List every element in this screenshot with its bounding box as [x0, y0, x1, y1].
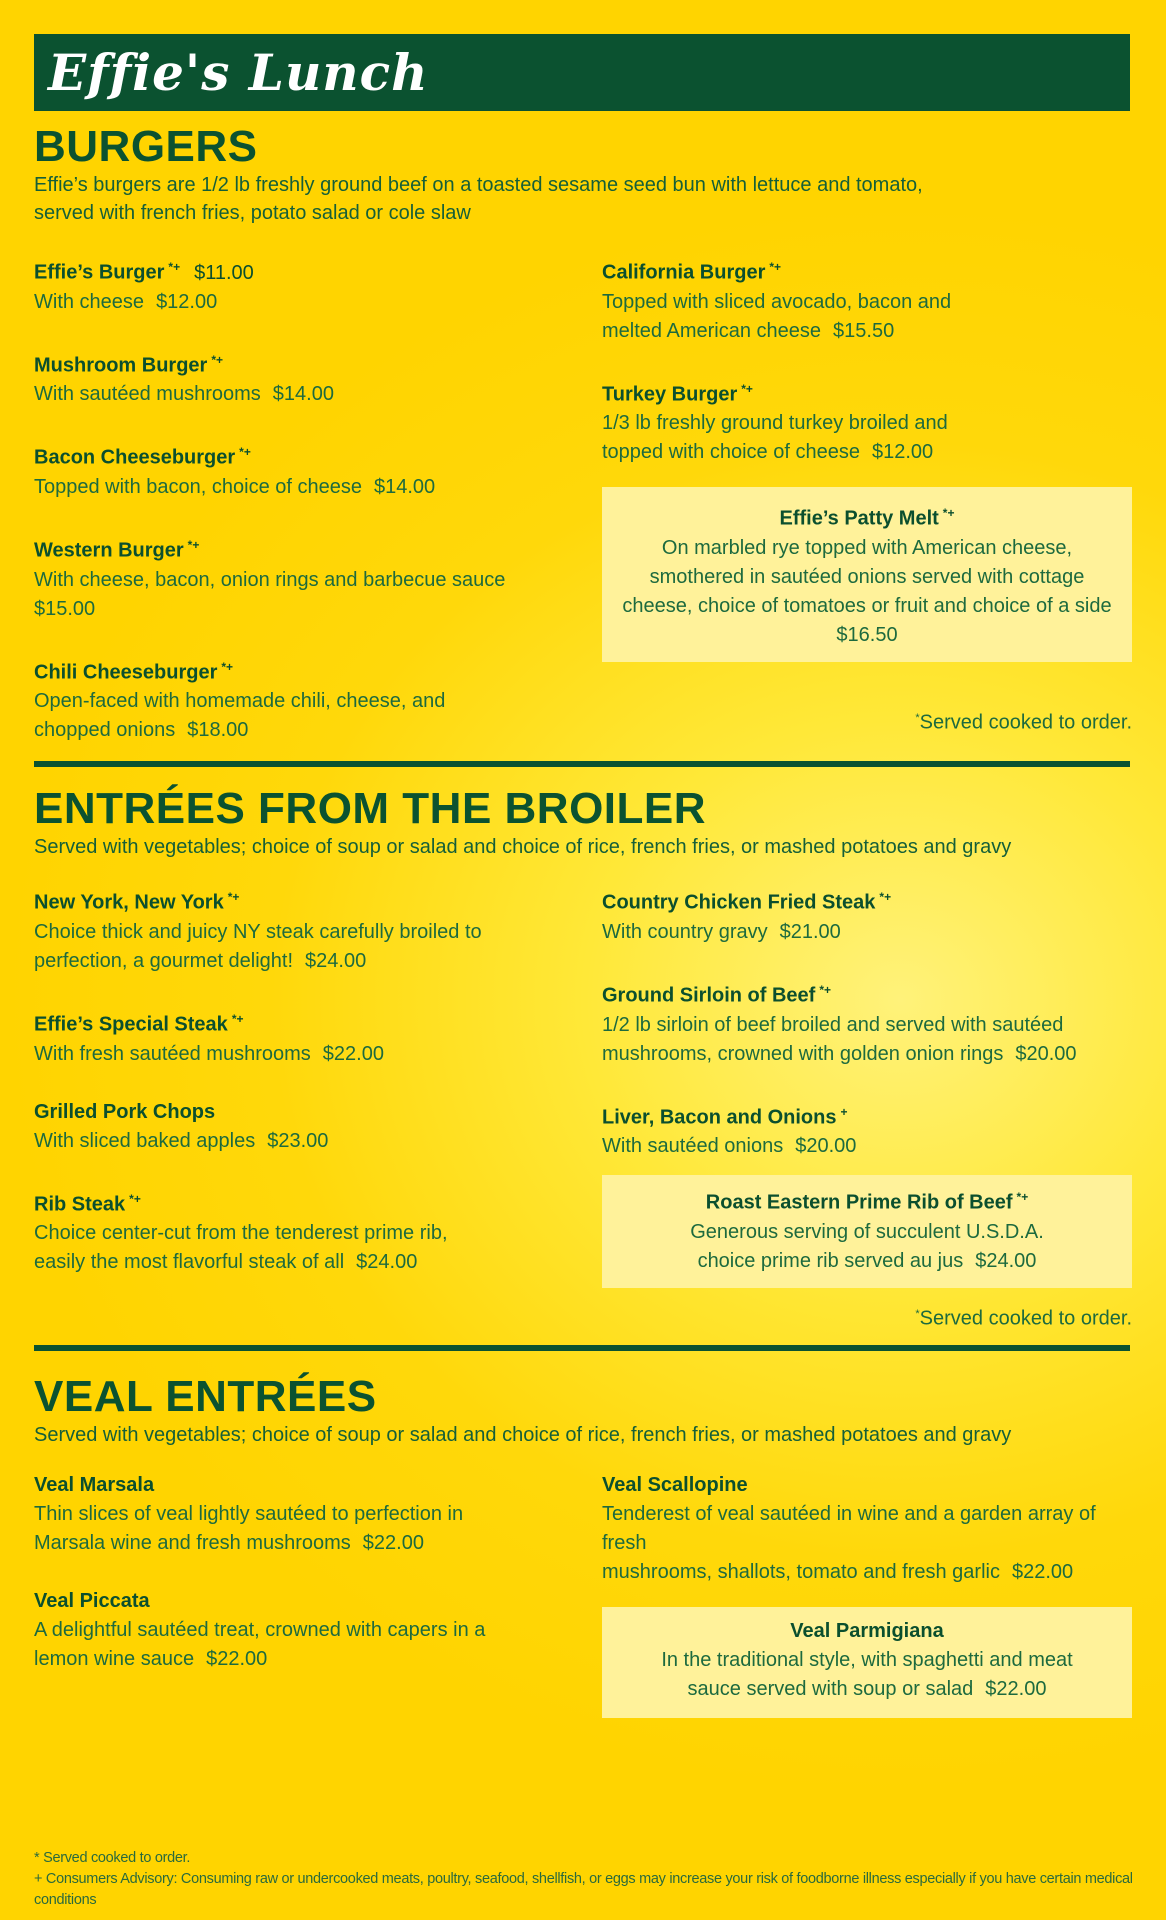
item-price: $11.00 — [194, 261, 254, 284]
section-title-burgers: BURGERS — [34, 122, 258, 171]
item-desc: Thin slices of veal lightly sautéed to perfection in — [34, 1502, 464, 1525]
item-mark: *+ — [741, 381, 753, 396]
header-bar — [34, 34, 1130, 111]
item-mark: *+ — [231, 1011, 244, 1026]
item-price: $14.00 — [374, 475, 436, 498]
item-desc: With cheese — [34, 290, 145, 313]
menu-item-veal-marsala — [34, 1471, 534, 1558]
veal-right-column — [602, 1471, 1132, 1718]
item-mark: *+ — [211, 352, 224, 367]
item-desc: topped with choice of cheese — [602, 441, 860, 464]
item-desc: A delightful sautéed treat, crowned with capers in a — [34, 1618, 486, 1641]
item-desc: With sautéed mushrooms — [34, 383, 261, 406]
menu-page — [34, 34, 1132, 1718]
section-divider — [34, 761, 1130, 767]
item-price: $20.00 — [1015, 1042, 1077, 1065]
item-desc: mushrooms, crowned with golden onion rings — [602, 1042, 1004, 1065]
served-mark: * — [915, 711, 920, 724]
item-desc: Topped with sliced avocado, bacon and — [602, 290, 952, 313]
item-mark: *+ — [819, 982, 832, 997]
burgers-section — [34, 123, 1132, 745]
burgers-right-column — [602, 253, 1132, 745]
item-name: Veal Piccata — [34, 1589, 150, 1612]
item-desc: mushrooms, shallots, tomato and fresh garlic — [602, 1560, 1000, 1583]
item-desc: Open-faced with homemade chili, cheese, and — [34, 690, 446, 713]
item-price: $24.00 — [305, 949, 367, 972]
item-price: $12.00 — [156, 290, 218, 313]
item-price: $21.00 — [779, 920, 841, 943]
desc-line: Effie’s burgers are 1/2 lb freshly ground beef on a toasted sesame seed bun with lettuce and tomato, — [34, 174, 923, 196]
desc-line: served with french fries, potato salad or cole slaw — [34, 202, 471, 224]
item-desc: Choice thick and juicy NY steak carefully broiled to — [34, 920, 482, 943]
item-desc: With sautéed onions — [602, 1135, 784, 1158]
item-price: $22.00 — [362, 1531, 424, 1554]
item-price: $12.00 — [871, 441, 934, 464]
footer-notes — [34, 1848, 1134, 1911]
section-divider — [34, 1345, 1130, 1351]
item-price: $22.00 — [206, 1647, 268, 1670]
item-desc: With cheese, bacon, onion rings and barbecue sauce — [34, 568, 506, 591]
served-mark: * — [915, 1307, 920, 1320]
menu-item-new-york — [34, 883, 534, 976]
item-desc: With fresh sautéed mushrooms — [34, 1042, 311, 1065]
item-desc: 1/2 lb sirloin of beef broiled and served with sautéed — [602, 1013, 1064, 1036]
item-mark: *+ — [168, 260, 181, 274]
served-text: Served cooked to order. — [919, 1307, 1132, 1330]
menu-item-pork-chops — [34, 1098, 534, 1156]
item-name: Western Burger — [34, 539, 184, 562]
item-name: Bacon Cheeseburger — [34, 446, 236, 469]
item-price: $15.50 — [833, 319, 895, 342]
menu-item-california-burger — [602, 253, 1132, 346]
item-name: Roast Eastern Prime Rib of Beef — [705, 1191, 1013, 1214]
item-name: Veal Marsala — [34, 1473, 155, 1496]
item-desc: With sliced baked apples — [34, 1129, 256, 1152]
item-name: Effie’s Burger — [34, 261, 165, 284]
menu-item-effies-burger — [34, 253, 534, 317]
item-desc: With country gravy — [602, 920, 768, 943]
item-name: New York, New York — [34, 891, 224, 914]
served-note — [602, 704, 1132, 737]
item-mark: *+ — [239, 445, 251, 460]
menu-item-mushroom-burger — [34, 346, 534, 410]
item-price: $24.00 — [975, 1249, 1037, 1272]
item-desc: Topped with bacon, choice of cheese — [34, 475, 362, 498]
featured-box-prime-rib — [602, 1175, 1132, 1288]
menu-item-western-burger — [34, 531, 534, 624]
item-name: Effie’s Special Steak — [34, 1013, 228, 1036]
menu-item-veal-piccata — [34, 1587, 534, 1674]
veal-section — [34, 1373, 1132, 1718]
item-desc: cheese, choice of tomatoes or fruit and choice of a side — [622, 594, 1112, 617]
broiler-left-column — [34, 883, 534, 1332]
item-name: Grilled Pork Chops — [34, 1100, 216, 1123]
item-desc: choice prime rib served au jus — [697, 1249, 964, 1272]
featured-box-veal-parmigiana — [602, 1607, 1132, 1718]
footer-note-served: * Served cooked to order. — [34, 1850, 191, 1866]
menu-item-veal-scallopine — [602, 1471, 1132, 1587]
item-desc: easily the most flavorful steak of all — [34, 1251, 345, 1274]
item-price: $22.00 — [985, 1677, 1047, 1700]
item-price: $16.50 — [836, 623, 898, 646]
item-desc: 1/3 lb freshly ground turkey broiled and — [602, 412, 948, 435]
burgers-left-column — [34, 253, 534, 745]
menu-item-rib-steak — [34, 1185, 534, 1278]
item-mark: *+ — [1016, 1190, 1029, 1205]
item-name: Veal Scallopine — [602, 1473, 748, 1496]
item-price: $20.00 — [795, 1135, 857, 1158]
item-name: California Burger — [602, 261, 766, 284]
item-desc: Tenderest of veal sautéed in wine and a garden array of fresh — [602, 1502, 1096, 1554]
footer-consumer-advisory: + Consumers Advisory: Consuming raw or undercooked meats, poultry, seafood, shellfish, or eggs may increase your risk of foodborne illness especially if you have certain medical conditions — [34, 1871, 1133, 1908]
menu-item-chili-cheeseburger — [34, 653, 534, 746]
menu-title: Effie's Lunch — [48, 43, 429, 102]
item-price: $23.00 — [267, 1129, 329, 1152]
item-desc: In the traditional style, with spaghetti and meat — [661, 1648, 1073, 1671]
menu-item-turkey-burger — [602, 375, 1132, 468]
item-desc: Choice center-cut from the tenderest prime rib, — [34, 1222, 448, 1245]
item-desc: On marbled rye topped with American cheese, — [661, 536, 1073, 559]
item-price: $22.00 — [322, 1042, 384, 1065]
menu-item-liver — [602, 1098, 1132, 1162]
item-desc: lemon wine sauce — [34, 1647, 195, 1670]
featured-box-patty-melt — [602, 487, 1132, 662]
item-name: Rib Steak — [34, 1193, 126, 1216]
item-name: Liver, Bacon and Onions — [602, 1106, 837, 1129]
item-name: Turkey Burger — [602, 383, 738, 406]
menu-item-bacon-cheeseburger — [34, 438, 534, 502]
menu-item-country-chicken — [602, 883, 1132, 947]
item-price: $18.00 — [187, 719, 249, 742]
broiler-right-column — [602, 883, 1132, 1332]
item-price: $15.00 — [34, 597, 96, 620]
item-mark: *+ — [129, 1191, 141, 1206]
item-mark: + — [840, 1104, 848, 1119]
item-desc: smothered in sautéed onions served with cottage — [649, 565, 1085, 588]
item-mark: *+ — [879, 890, 892, 905]
item-name: Ground Sirloin of Beef — [602, 984, 816, 1007]
item-desc: sauce served with soup or salad — [687, 1677, 974, 1700]
item-mark: *+ — [227, 890, 240, 905]
item-desc: perfection, a gourmet delight! — [34, 949, 294, 972]
item-price: $22.00 — [1011, 1560, 1074, 1583]
item-name: Veal Parmigiana — [790, 1619, 944, 1642]
item-mark: *+ — [769, 260, 782, 274]
item-desc: chopped onions — [34, 719, 176, 742]
item-name: Country Chicken Fried Steak — [602, 891, 876, 914]
item-name: Mushroom Burger — [34, 354, 208, 377]
item-mark: *+ — [942, 506, 955, 521]
item-desc: Generous serving of succulent U.S.D.A. — [690, 1220, 1044, 1243]
broiler-section — [34, 785, 1132, 1332]
section-desc-veal: Served with vegetables; choice of soup or salad and choice of rice, french fries, or mashed potatoes and gravy — [34, 1423, 1012, 1446]
veal-left-column — [34, 1471, 534, 1718]
served-note — [602, 1300, 1132, 1333]
item-name: Chili Cheeseburger — [34, 661, 218, 684]
item-price: $14.00 — [272, 383, 334, 406]
item-price: $24.00 — [356, 1251, 418, 1274]
menu-item-special-steak — [34, 1005, 534, 1069]
item-name: Effie’s Patty Melt — [779, 507, 939, 530]
item-desc: Marsala wine and fresh mushrooms — [34, 1531, 351, 1554]
section-desc-broiler: Served with vegetables; choice of soup or salad and choice of rice, french fries, or mashed potatoes and gravy — [34, 836, 1012, 859]
menu-item-ground-sirloin — [602, 976, 1132, 1069]
section-desc-burgers — [34, 171, 1132, 227]
item-mark: *+ — [187, 537, 200, 552]
section-title-broiler: ENTRÉES FROM THE BROILER — [34, 784, 707, 834]
item-desc: melted American cheese — [602, 319, 822, 342]
item-mark: *+ — [221, 659, 234, 674]
section-title-veal: VEAL ENTRÉES — [34, 1371, 377, 1421]
served-text: Served cooked to order. — [919, 711, 1132, 734]
